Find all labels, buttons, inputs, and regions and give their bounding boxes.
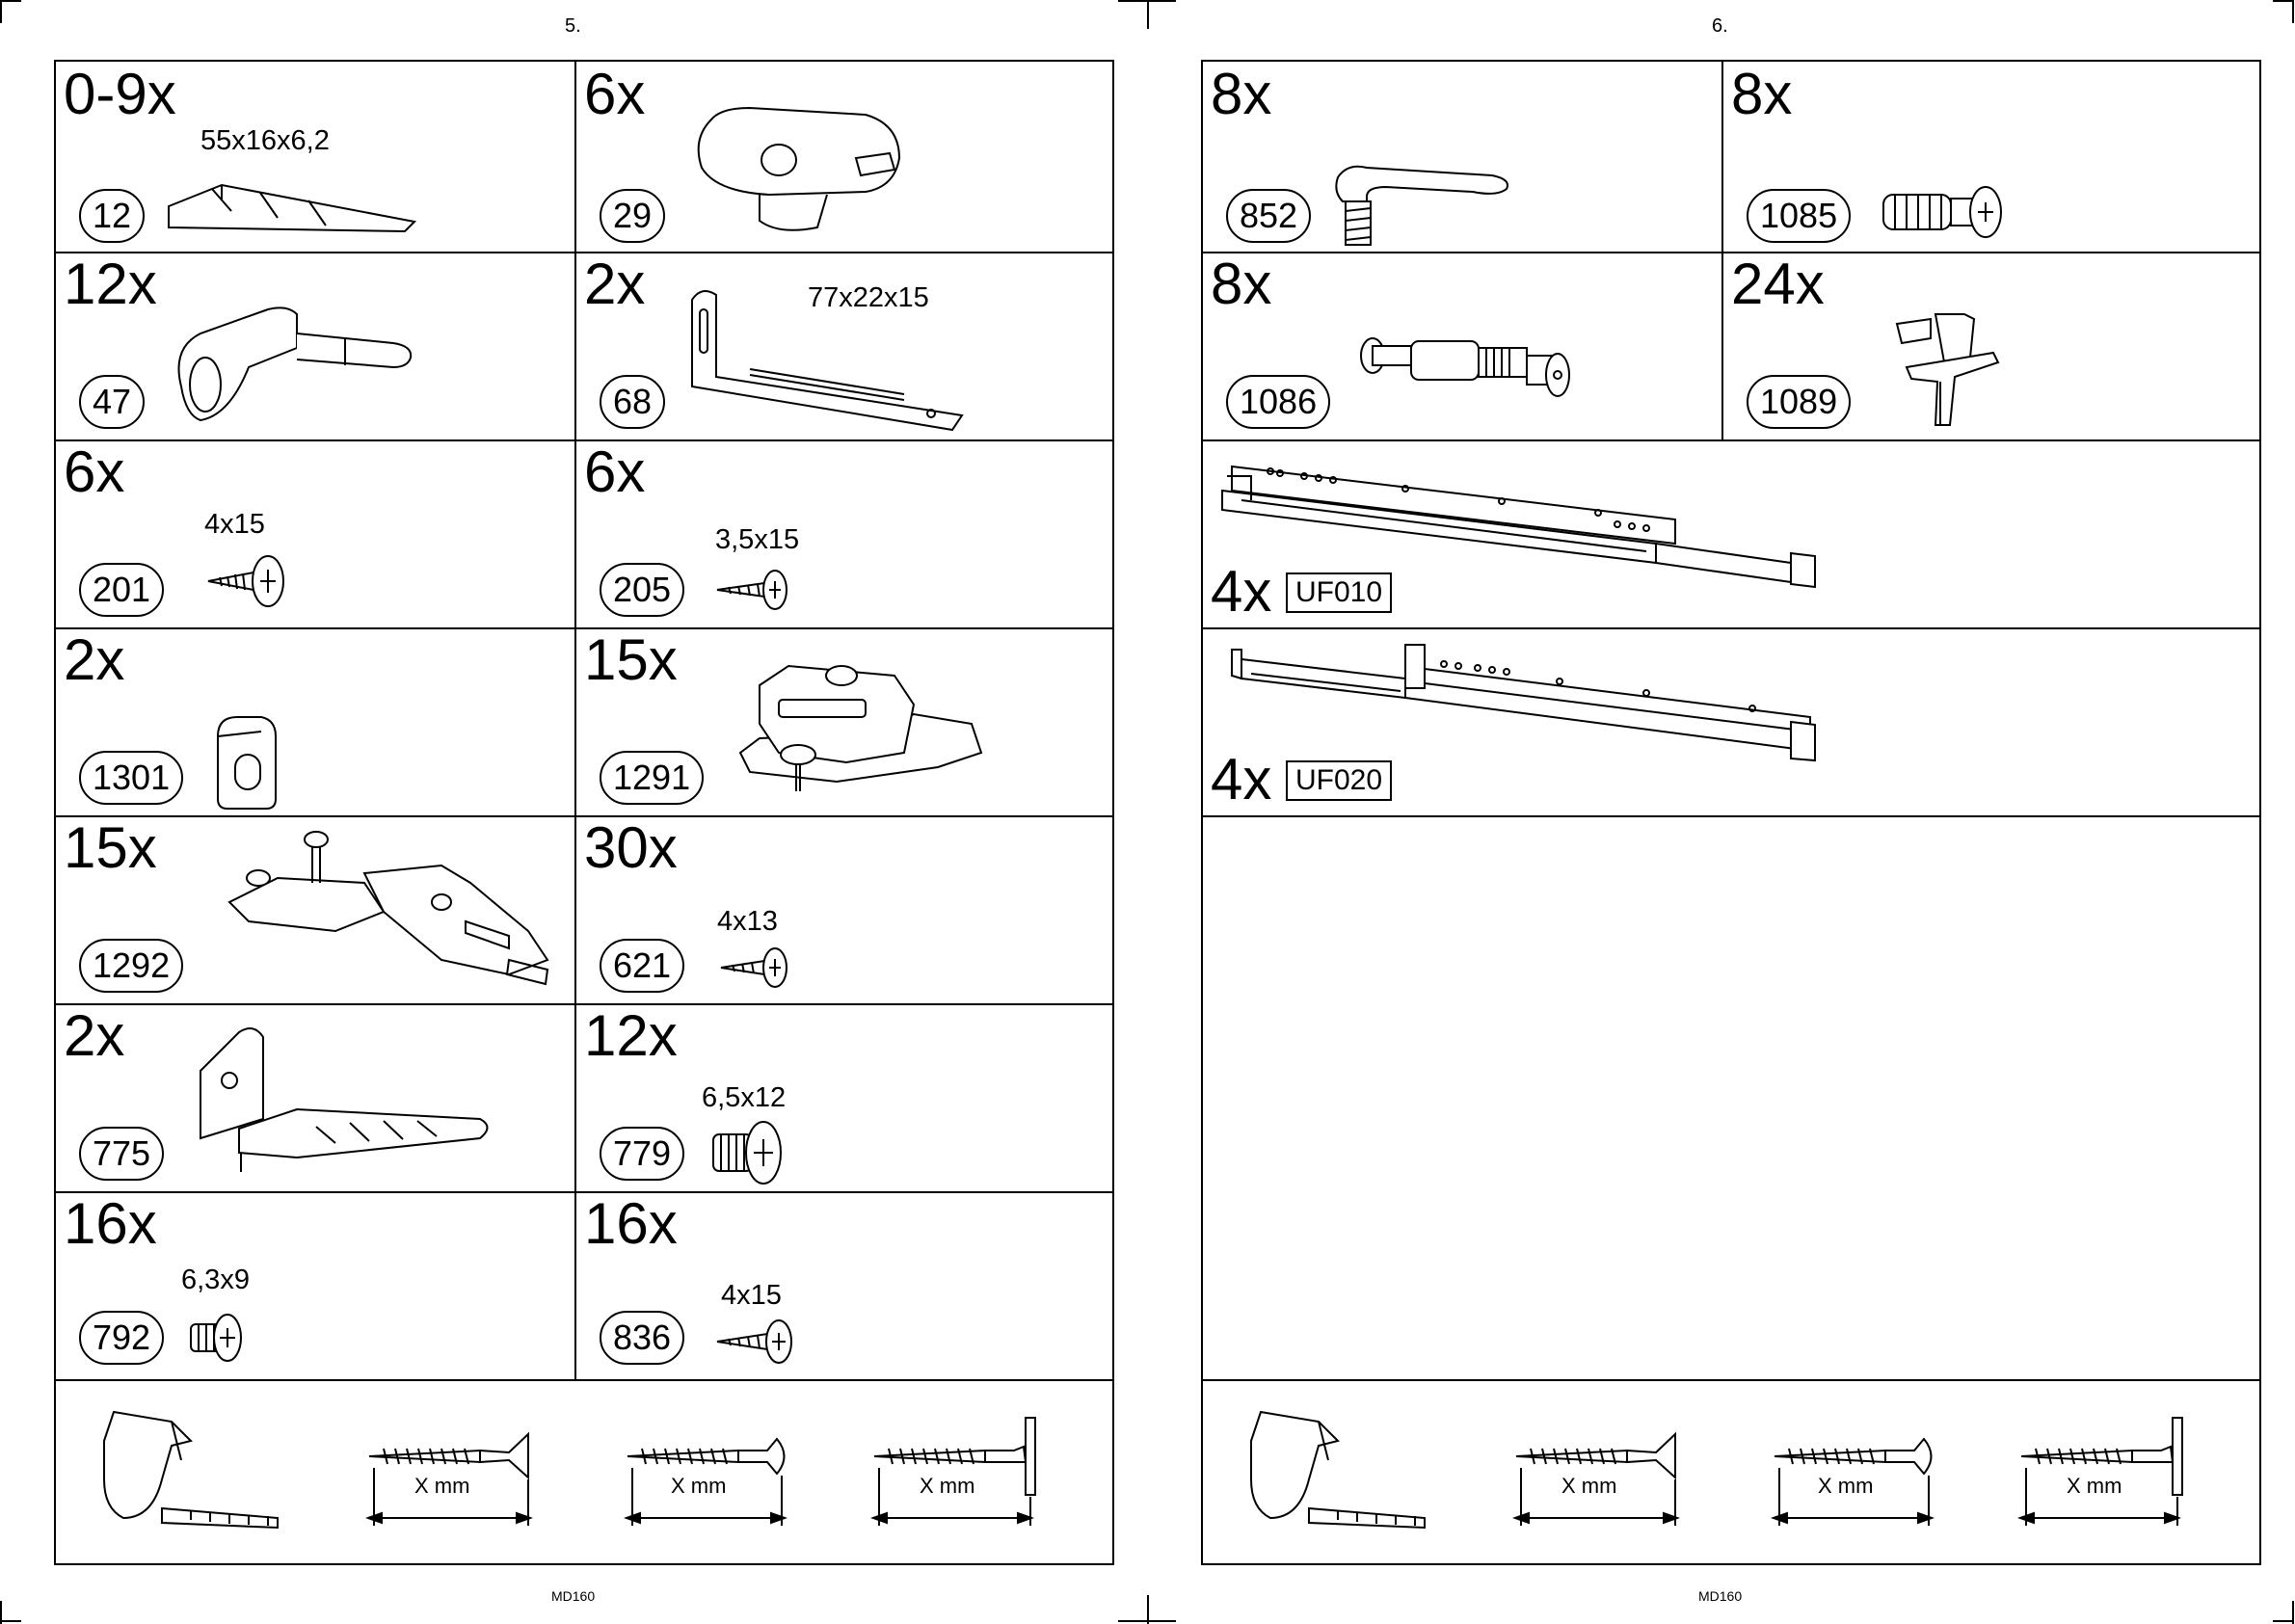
screw-icon bbox=[711, 941, 798, 995]
part-cell bbox=[56, 252, 574, 439]
part-cell bbox=[56, 62, 574, 252]
quantity-label: 16x bbox=[64, 1191, 157, 1256]
part-code-box: UF020 bbox=[1286, 760, 1392, 801]
part-number-badge: 205 bbox=[600, 563, 684, 617]
part-cell bbox=[576, 627, 1112, 815]
dimension-label: 4x15 bbox=[721, 1280, 782, 1311]
part-number-badge: 621 bbox=[600, 939, 684, 993]
quantity-label: 24x bbox=[1731, 252, 1825, 316]
slide-cell bbox=[1203, 439, 2259, 627]
dimension-label: 6,5x12 bbox=[702, 1082, 787, 1113]
part-cell bbox=[56, 439, 574, 627]
quantity-label: 2x bbox=[64, 627, 125, 692]
quantity-label: 8x bbox=[1211, 252, 1272, 316]
dimension-arrow-icon bbox=[625, 1508, 787, 1528]
dimension-label: 4x15 bbox=[204, 509, 265, 540]
angle-bracket-icon bbox=[673, 280, 981, 435]
part-number-badge: 12 bbox=[79, 189, 145, 243]
dimension-arrow-icon bbox=[871, 1508, 1033, 1528]
hinge-plate-icon bbox=[721, 647, 991, 811]
quantity-label: 15x bbox=[584, 627, 678, 692]
quantity-label: 2x bbox=[584, 252, 646, 316]
part-number-badge: 1291 bbox=[600, 751, 704, 805]
part-cell bbox=[56, 1003, 574, 1191]
quantity-label: 2x bbox=[64, 1003, 125, 1068]
euro-screw-icon bbox=[707, 1117, 794, 1188]
part-number-badge: 1085 bbox=[1747, 189, 1851, 243]
slide-cell bbox=[1203, 627, 2259, 815]
anti-tip-bracket-icon bbox=[181, 1013, 509, 1186]
part-cell bbox=[56, 627, 574, 815]
screw-icon bbox=[711, 1313, 804, 1371]
part-number-badge: 779 bbox=[600, 1127, 684, 1181]
dimension-label: 55x16x6,2 bbox=[200, 125, 330, 156]
dowel-screw-icon bbox=[1878, 175, 2013, 249]
quantity-label: 4x bbox=[1211, 559, 1272, 624]
quantity-label: 15x bbox=[64, 815, 157, 880]
part-number-badge: 775 bbox=[79, 1127, 164, 1181]
page-number: 5. bbox=[565, 15, 581, 37]
part-cell bbox=[576, 1191, 1112, 1379]
crop-mark bbox=[1118, 1620, 1176, 1622]
dimension-arrow-icon bbox=[366, 1508, 532, 1528]
screw-icon bbox=[200, 547, 297, 615]
part-cell bbox=[576, 439, 1112, 627]
quantity-label: 6x bbox=[64, 439, 125, 504]
measuring-jig-icon bbox=[94, 1402, 287, 1547]
quantity-label: 0-9x bbox=[64, 62, 176, 126]
part-cell bbox=[576, 252, 1112, 439]
part-number-badge: 1089 bbox=[1747, 375, 1851, 429]
dimension-arrow-icon bbox=[2018, 1508, 2180, 1528]
measure-label: X mm bbox=[671, 1474, 727, 1498]
connector-bolt-icon bbox=[1353, 317, 1585, 423]
crop-mark bbox=[0, 0, 21, 2]
dimension-arrow-icon bbox=[1513, 1508, 1679, 1528]
hinge-icon bbox=[220, 825, 567, 1008]
cam-lock-icon bbox=[682, 100, 914, 245]
page-number: 6. bbox=[1712, 15, 1728, 37]
crop-mark bbox=[0, 0, 2, 23]
screw-icon bbox=[711, 563, 798, 617]
part-cell bbox=[1723, 252, 2259, 439]
dimension-label: 77x22x15 bbox=[808, 282, 929, 313]
part-cell bbox=[56, 815, 574, 1003]
measure-label: X mm bbox=[1818, 1474, 1874, 1498]
part-number-badge: 47 bbox=[79, 375, 145, 429]
part-cell bbox=[1203, 62, 1721, 252]
part-cell bbox=[1203, 252, 1721, 439]
quantity-label: 12x bbox=[584, 1003, 678, 1068]
part-cell bbox=[576, 62, 1112, 252]
footer-model-code: MD160 bbox=[1698, 1588, 1743, 1604]
measure-label: X mm bbox=[414, 1474, 470, 1498]
crop-mark bbox=[2273, 0, 2294, 2]
measure-label: X mm bbox=[1561, 1474, 1617, 1498]
clip-icon bbox=[1328, 158, 1521, 254]
quantity-label: 6x bbox=[584, 439, 646, 504]
crop-mark bbox=[2273, 1620, 2294, 1622]
shelf-support-icon bbox=[162, 290, 470, 435]
crop-mark bbox=[0, 1620, 21, 1622]
wall-connector-icon bbox=[208, 712, 285, 818]
part-number-badge: 1086 bbox=[1226, 375, 1330, 429]
dimension-label: 6,3x9 bbox=[181, 1265, 250, 1295]
empty-area bbox=[1203, 817, 2259, 1379]
measure-label: X mm bbox=[2067, 1474, 2122, 1498]
quantity-label: 6x bbox=[584, 62, 646, 126]
shelf-pin-icon bbox=[1878, 300, 2013, 435]
part-code-box: UF010 bbox=[1286, 572, 1392, 613]
measure-label: X mm bbox=[920, 1474, 975, 1498]
crop-mark bbox=[1147, 0, 1149, 29]
crop-mark bbox=[2292, 0, 2294, 23]
dimension-arrow-icon bbox=[1772, 1508, 1934, 1528]
part-number-badge: 201 bbox=[79, 563, 164, 617]
euro-screw-icon bbox=[185, 1309, 253, 1367]
quantity-label: 16x bbox=[584, 1191, 678, 1256]
quantity-label: 8x bbox=[1731, 62, 1793, 126]
measuring-jig-icon bbox=[1241, 1402, 1434, 1547]
part-cell bbox=[576, 1003, 1112, 1191]
quantity-label: 8x bbox=[1211, 62, 1272, 126]
quantity-label: 4x bbox=[1211, 747, 1272, 812]
part-cell bbox=[576, 815, 1112, 1003]
part-cell bbox=[56, 1191, 574, 1379]
part-number-badge: 1301 bbox=[79, 751, 183, 805]
part-number-badge: 68 bbox=[600, 375, 665, 429]
part-number-badge: 1292 bbox=[79, 939, 183, 993]
footer-model-code: MD160 bbox=[551, 1588, 596, 1604]
dimension-label: 4x13 bbox=[717, 906, 778, 937]
quantity-label: 12x bbox=[64, 252, 157, 316]
quantity-label: 30x bbox=[584, 815, 678, 880]
measurement-guide bbox=[1203, 1381, 2259, 1563]
part-number-badge: 792 bbox=[79, 1311, 164, 1365]
dimension-label: 3,5x15 bbox=[715, 524, 800, 555]
parts-panel-left bbox=[54, 60, 1114, 1565]
parts-panel-right bbox=[1201, 60, 2261, 1565]
wedge-icon bbox=[164, 168, 424, 245]
measurement-guide bbox=[56, 1381, 1112, 1563]
crop-mark bbox=[1118, 0, 1176, 2]
part-number-badge: 836 bbox=[600, 1311, 684, 1365]
part-number-badge: 29 bbox=[600, 189, 665, 243]
part-number-badge: 852 bbox=[1226, 189, 1311, 243]
part-cell bbox=[1723, 62, 2259, 252]
